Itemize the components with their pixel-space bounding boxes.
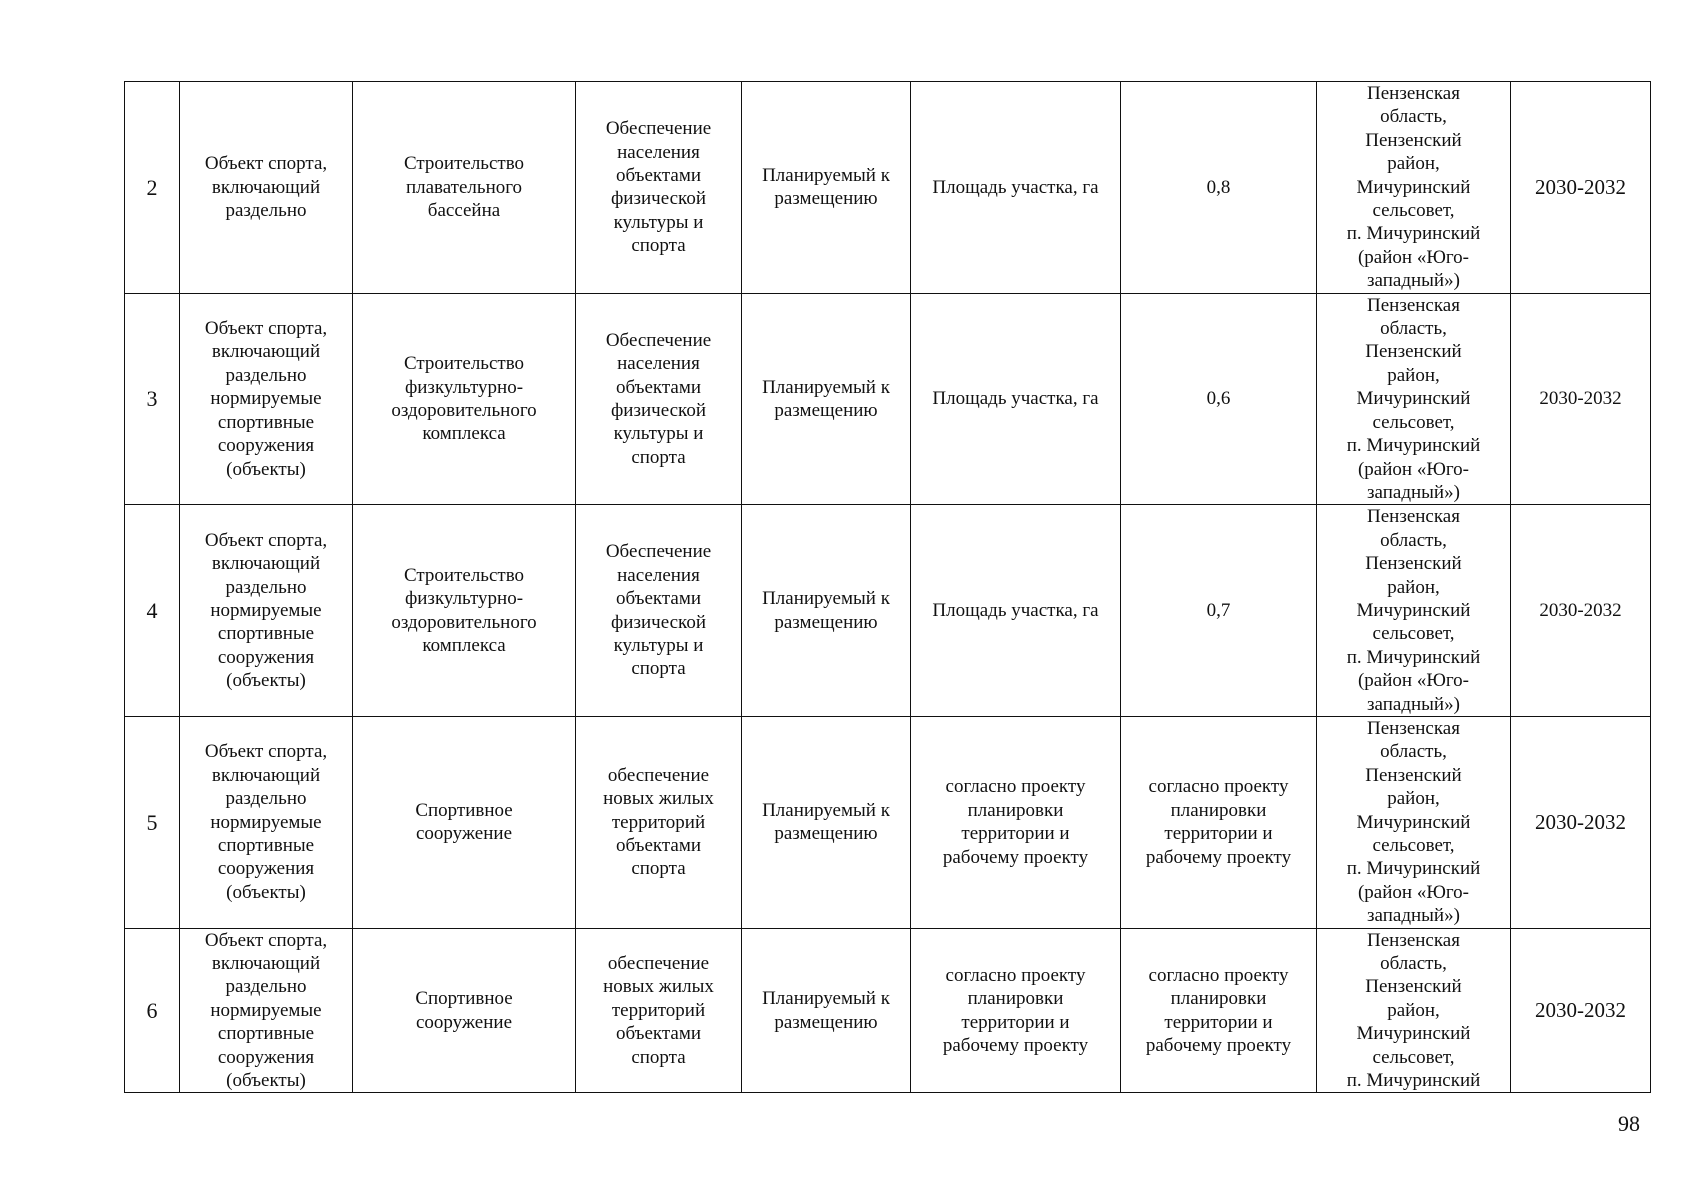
object-location: Пензенская область, Пензенский район, Мичуринский сельсовет, п. Мичуринский (район «Юго- западный») (1317, 505, 1511, 717)
object-goal: обеспечение новых жилых территорий объектами спорта (576, 716, 742, 928)
row-number: 4 (125, 505, 180, 717)
object-name: Объект спорта, включающий раздельно нормируемые спортивные сооружения (объекты) (180, 928, 353, 1093)
object-name: Объект спорта, включающий раздельно нормируемые спортивные сооружения (объекты) (180, 505, 353, 717)
object-value: согласно проекту планировки территории и рабочему проекту (1121, 716, 1317, 928)
object-characteristic: Площадь участка, га (911, 82, 1121, 294)
object-location: Пензенская область, Пензенский район, Мичуринский сельсовет, п. Мичуринский (1317, 928, 1511, 1093)
object-location: Пензенская область, Пензенский район, Мичуринский сельсовет, п. Мичуринский (район «Юго- западный») (1317, 82, 1511, 294)
object-location: Пензенская область, Пензенский район, Мичуринский сельсовет, п. Мичуринский (район «Юго- западный») (1317, 293, 1511, 505)
object-purpose: Строительство физкультурно- оздоровительного комплекса (353, 293, 576, 505)
object-characteristic: согласно проекту планировки территории и рабочему проекту (911, 928, 1121, 1093)
row-number: 5 (125, 716, 180, 928)
row-number: 3 (125, 293, 180, 505)
object-purpose: Спортивное сооружение (353, 716, 576, 928)
object-name: Объект спорта, включающий раздельно (180, 82, 353, 294)
object-characteristic: Площадь участка, га (911, 505, 1121, 717)
object-name: Объект спорта, включающий раздельно нормируемые спортивные сооружения (объекты) (180, 293, 353, 505)
page-number: 98 (1618, 1111, 1640, 1136)
table-row (125, 293, 1651, 505)
object-status: Планируемый к размещению (742, 928, 911, 1093)
object-status: Планируемый к размещению (742, 82, 911, 294)
object-goal: обеспечение новых жилых территорий объектами спорта (576, 928, 742, 1093)
object-term: 2030-2032 (1511, 716, 1651, 928)
object-term: 2030-2032 (1511, 505, 1651, 717)
object-location: Пензенская область, Пензенский район, Мичуринский сельсовет, п. Мичуринский (район «Юго- западный») (1317, 716, 1511, 928)
table-row (125, 928, 1651, 1093)
table-row (125, 505, 1651, 717)
object-characteristic: согласно проекту планировки территории и рабочему проекту (911, 716, 1121, 928)
object-name: Объект спорта, включающий раздельно нормируемые спортивные сооружения (объекты) (180, 716, 353, 928)
object-purpose: Строительство физкультурно- оздоровительного комплекса (353, 505, 576, 717)
object-characteristic: Площадь участка, га (911, 293, 1121, 505)
row-number: 6 (125, 928, 180, 1093)
object-value: согласно проекту планировки территории и рабочему проекту (1121, 928, 1317, 1093)
object-status: Планируемый к размещению (742, 716, 911, 928)
object-purpose: Спортивное сооружение (353, 928, 576, 1093)
object-term: 2030-2032 (1511, 928, 1651, 1093)
object-purpose: Строительство плавательного бассейна (353, 82, 576, 294)
object-goal: Обеспечение населения объектами физической культуры и спорта (576, 293, 742, 505)
object-status: Планируемый к размещению (742, 293, 911, 505)
table-row (125, 716, 1651, 928)
object-goal: Обеспечение населения объектами физической культуры и спорта (576, 82, 742, 294)
object-value: 0,8 (1121, 82, 1317, 294)
objects-table (124, 81, 1651, 1093)
object-term: 2030-2032 (1511, 293, 1651, 505)
object-term: 2030-2032 (1511, 82, 1651, 294)
table-row (125, 82, 1651, 294)
object-value: 0,6 (1121, 293, 1317, 505)
row-number: 2 (125, 82, 180, 294)
object-status: Планируемый к размещению (742, 505, 911, 717)
object-goal: Обеспечение населения объектами физической культуры и спорта (576, 505, 742, 717)
object-value: 0,7 (1121, 505, 1317, 717)
